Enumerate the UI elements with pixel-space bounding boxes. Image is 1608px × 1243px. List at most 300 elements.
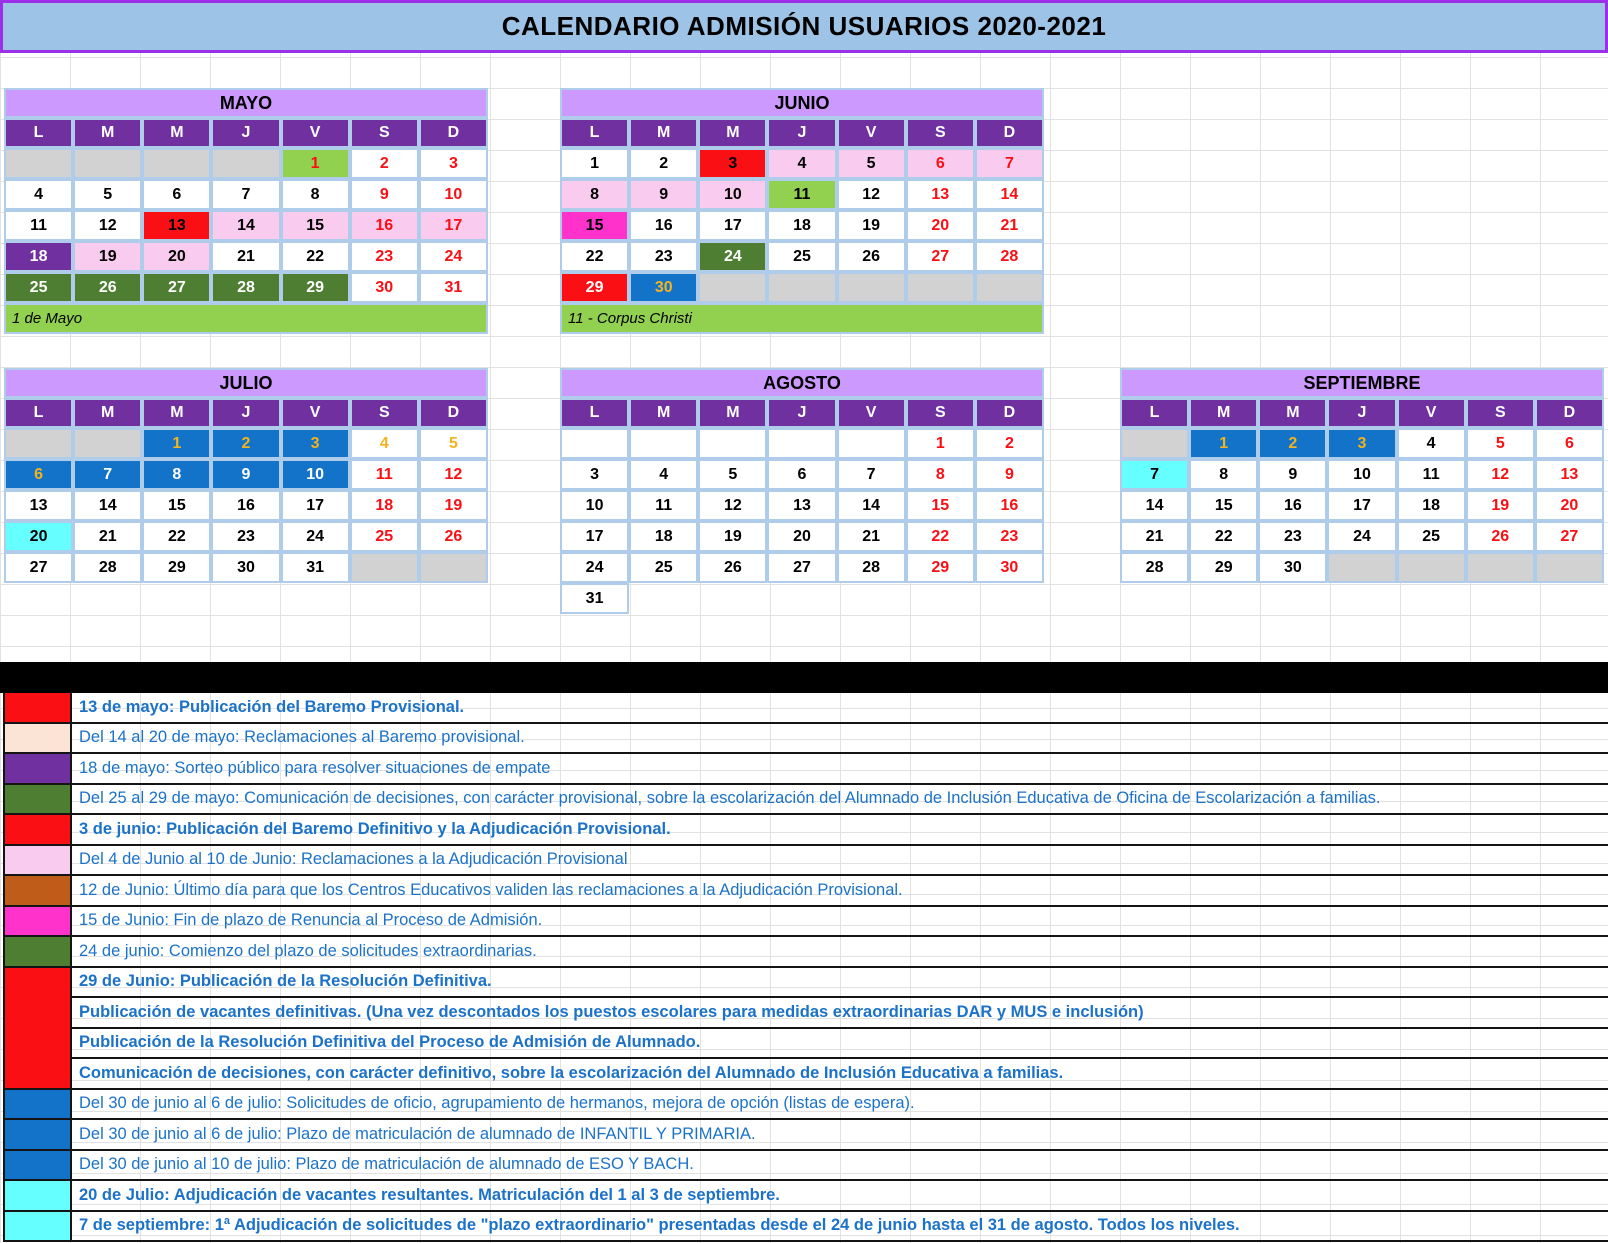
day-cell: 10 xyxy=(698,179,767,210)
day-cell: 10 xyxy=(1327,459,1396,490)
empty-cell xyxy=(73,148,142,179)
empty-cell xyxy=(1535,552,1604,583)
legend-text-column xyxy=(72,937,1608,966)
day-cell: 2 xyxy=(629,148,698,179)
day-cell: 27 xyxy=(1535,521,1604,552)
page-title: CALENDARIO ADMISIÓN USUARIOS 2020-2021 xyxy=(0,0,1608,53)
legend-entry: Del 14 al 20 de mayo: Reclamaciones al Baremo provisional. xyxy=(79,728,525,747)
legend-entry: 13 de mayo: Publicación del Baremo Provisional. xyxy=(79,697,465,716)
weekday-header: M xyxy=(698,118,767,148)
week-row xyxy=(4,148,488,179)
day-cell: 2 xyxy=(975,428,1044,459)
day-cell: 14 xyxy=(211,210,280,241)
day-cell: 24 xyxy=(419,241,488,272)
day-cell: 2 xyxy=(211,428,280,459)
day-cell: 16 xyxy=(629,210,698,241)
empty-cell xyxy=(767,428,836,459)
empty-cell xyxy=(767,272,836,303)
legend-color-swatch xyxy=(3,1090,72,1119)
week-row xyxy=(560,552,1044,583)
day-cell: 24 xyxy=(281,521,350,552)
day-cell: 16 xyxy=(975,490,1044,521)
empty-cell xyxy=(142,148,211,179)
empty-cell xyxy=(350,552,419,583)
day-cell: 21 xyxy=(975,210,1044,241)
legend-color-swatch xyxy=(3,1212,72,1241)
empty-cell xyxy=(1397,552,1466,583)
legend-text-column xyxy=(72,1181,1608,1210)
day-cell: 4 xyxy=(1397,428,1466,459)
day-cell: 7 xyxy=(1120,459,1189,490)
weekday-header: S xyxy=(350,398,419,428)
weekday-header: L xyxy=(4,398,73,428)
day-cell: 11 xyxy=(350,459,419,490)
day-cell: 25 xyxy=(350,521,419,552)
legend-text-column xyxy=(72,1151,1608,1180)
day-cell: 3 xyxy=(419,148,488,179)
day-cell: 3 xyxy=(698,148,767,179)
weekday-header: V xyxy=(837,398,906,428)
day-cell: 30 xyxy=(629,272,698,303)
calendar-agosto xyxy=(560,368,1044,614)
day-cell: 22 xyxy=(560,241,629,272)
legend-group xyxy=(3,785,1608,816)
day-cell: 6 xyxy=(906,148,975,179)
day-cell: 19 xyxy=(698,521,767,552)
legend-entry: Publicación de la Resolución Definitiva del Proceso de Admisión de Alumnado. xyxy=(72,1027,1608,1058)
day-cell: 1 xyxy=(142,428,211,459)
weekday-header: J xyxy=(767,398,836,428)
day-cell: 5 xyxy=(698,459,767,490)
weekday-header: L xyxy=(4,118,73,148)
legend-color-swatch xyxy=(3,876,72,905)
day-cell: 30 xyxy=(211,552,280,583)
legend-entry: 18 de mayo: Sorteo público para resolver situaciones de empate xyxy=(79,758,551,777)
legend-entry: Publicación de vacantes definitivas. (Una vez descontados los puestos escolares para medidas extraordinarias DAR y MUS e inclusión) xyxy=(72,996,1608,1027)
day-cell: 12 xyxy=(419,459,488,490)
day-cell: 9 xyxy=(350,179,419,210)
week-row xyxy=(4,241,488,272)
day-cell: 20 xyxy=(906,210,975,241)
day-cell: 11 xyxy=(767,179,836,210)
day-cell: 7 xyxy=(975,148,1044,179)
weekday-header-row xyxy=(560,118,1044,148)
day-cell: 3 xyxy=(1327,428,1396,459)
legend-text-column xyxy=(72,724,1608,753)
day-cell: 13 xyxy=(906,179,975,210)
day-cell: 4 xyxy=(629,459,698,490)
day-cell: 19 xyxy=(1466,490,1535,521)
day-cell: 10 xyxy=(281,459,350,490)
week-row xyxy=(560,272,1044,303)
legend-color-swatch xyxy=(3,937,72,966)
day-cell: 21 xyxy=(837,521,906,552)
weekday-header: M xyxy=(142,118,211,148)
weekday-header: D xyxy=(419,398,488,428)
legend-text-column xyxy=(72,754,1608,783)
day-cell: 27 xyxy=(4,552,73,583)
day-cell: 1 xyxy=(906,428,975,459)
empty-cell xyxy=(698,583,767,614)
day-cell: 30 xyxy=(975,552,1044,583)
week-row xyxy=(1120,459,1604,490)
week-row xyxy=(560,490,1044,521)
day-cell: 6 xyxy=(767,459,836,490)
day-cell: 18 xyxy=(350,490,419,521)
day-cell: 26 xyxy=(698,552,767,583)
day-cell: 8 xyxy=(281,179,350,210)
legend-group xyxy=(3,968,1608,1090)
day-cell: 10 xyxy=(560,490,629,521)
day-cell: 15 xyxy=(1189,490,1258,521)
day-cell: 6 xyxy=(4,459,73,490)
day-cell: 17 xyxy=(1327,490,1396,521)
empty-cell xyxy=(698,428,767,459)
week-row xyxy=(4,459,488,490)
day-cell: 9 xyxy=(629,179,698,210)
empty-cell xyxy=(837,272,906,303)
weekday-header: V xyxy=(1397,398,1466,428)
legend-text-column xyxy=(72,785,1608,814)
legend-header-bar xyxy=(0,662,1608,693)
weekday-header: V xyxy=(281,118,350,148)
day-cell: 22 xyxy=(906,521,975,552)
day-cell: 30 xyxy=(1258,552,1327,583)
day-cell: 23 xyxy=(350,241,419,272)
empty-cell xyxy=(975,272,1044,303)
legend-color-swatch xyxy=(3,724,72,753)
weekday-header: S xyxy=(906,398,975,428)
legend-group xyxy=(3,937,1608,968)
day-cell: 5 xyxy=(73,179,142,210)
day-cell: 27 xyxy=(142,272,211,303)
weekday-header: M xyxy=(1189,398,1258,428)
day-cell: 22 xyxy=(281,241,350,272)
legend-entry: 24 de junio: Comienzo del plazo de solicitudes extraordinarias. xyxy=(79,941,537,960)
day-cell: 29 xyxy=(1189,552,1258,583)
legend-group xyxy=(3,1181,1608,1212)
legend-color-swatch xyxy=(3,907,72,936)
day-cell: 25 xyxy=(1397,521,1466,552)
legend-color-swatch xyxy=(3,846,72,875)
day-cell: 10 xyxy=(419,179,488,210)
day-cell: 19 xyxy=(73,241,142,272)
day-cell: 18 xyxy=(4,241,73,272)
day-cell: 27 xyxy=(767,552,836,583)
day-cell: 6 xyxy=(142,179,211,210)
legend-group xyxy=(3,907,1608,938)
day-cell: 5 xyxy=(1466,428,1535,459)
day-cell: 13 xyxy=(4,490,73,521)
day-cell: 24 xyxy=(560,552,629,583)
day-cell: 20 xyxy=(4,521,73,552)
weekday-header-row xyxy=(560,398,1044,428)
day-cell: 12 xyxy=(73,210,142,241)
day-cell: 14 xyxy=(73,490,142,521)
day-cell: 8 xyxy=(142,459,211,490)
day-cell: 20 xyxy=(142,241,211,272)
week-row xyxy=(560,241,1044,272)
legend-entry: 12 de Junio: Último día para que los Centros Educativos validen las reclamaciones a la Adjudicación Provisional. xyxy=(79,880,903,899)
week-row xyxy=(1120,428,1604,459)
weekday-header: S xyxy=(350,118,419,148)
month-title: JUNIO xyxy=(560,88,1044,118)
week-row xyxy=(4,272,488,303)
weekday-header: D xyxy=(975,118,1044,148)
legend-entry: Del 25 al 29 de mayo: Comunicación de decisiones, con carácter provisional, sobre la escolarización del Alumnado de Inclusión Educativa de Oficina de Escolarización a familias. xyxy=(79,789,1381,808)
calendar-junio xyxy=(560,88,1044,334)
legend-entry: Del 30 de junio al 6 de julio: Solicitudes de oficio, agrupamiento de hermanos, mejora de opción (listas de espera). xyxy=(79,1094,915,1113)
day-cell: 26 xyxy=(419,521,488,552)
legend-text-column xyxy=(72,1090,1608,1119)
empty-cell xyxy=(419,552,488,583)
weekday-header: J xyxy=(211,398,280,428)
day-cell: 23 xyxy=(1258,521,1327,552)
legend-entry: Del 4 de Junio al 10 de Junio: Reclamaciones a la Adjudicación Provisional xyxy=(79,850,628,869)
day-cell: 28 xyxy=(211,272,280,303)
legend-color-swatch xyxy=(3,1120,72,1149)
day-cell: 14 xyxy=(1120,490,1189,521)
weekday-header: M xyxy=(73,118,142,148)
week-row xyxy=(560,428,1044,459)
day-cell: 19 xyxy=(837,210,906,241)
day-cell: 15 xyxy=(906,490,975,521)
day-cell: 2 xyxy=(350,148,419,179)
day-cell: 13 xyxy=(1535,459,1604,490)
week-row xyxy=(560,179,1044,210)
legend-group xyxy=(3,724,1608,755)
empty-cell xyxy=(1466,552,1535,583)
day-cell: 29 xyxy=(281,272,350,303)
legend-group xyxy=(3,1090,1608,1121)
legend-group xyxy=(3,1120,1608,1151)
week-row xyxy=(4,521,488,552)
day-cell: 24 xyxy=(698,241,767,272)
legend-group xyxy=(3,1151,1608,1182)
day-cell: 18 xyxy=(629,521,698,552)
day-cell: 20 xyxy=(1535,490,1604,521)
week-row xyxy=(4,490,488,521)
day-cell: 31 xyxy=(281,552,350,583)
day-cell: 28 xyxy=(975,241,1044,272)
weekday-header-row xyxy=(1120,398,1604,428)
legend-group xyxy=(3,693,1608,724)
day-cell: 29 xyxy=(142,552,211,583)
month-title: JULIO xyxy=(4,368,488,398)
day-cell: 11 xyxy=(4,210,73,241)
day-cell: 26 xyxy=(837,241,906,272)
weekday-header: L xyxy=(1120,398,1189,428)
weekday-header-row xyxy=(4,118,488,148)
legend-entry: Del 30 de junio al 6 de julio: Plazo de matriculación de alumnado de INFANTIL Y PRIMARIA. xyxy=(79,1124,756,1143)
day-cell: 18 xyxy=(767,210,836,241)
weekday-header: M xyxy=(1258,398,1327,428)
day-cell: 8 xyxy=(560,179,629,210)
day-cell: 13 xyxy=(142,210,211,241)
day-cell: 25 xyxy=(767,241,836,272)
day-cell: 22 xyxy=(142,521,211,552)
legend-group xyxy=(3,1212,1608,1243)
legend-text-column xyxy=(72,1120,1608,1149)
week-row xyxy=(4,210,488,241)
legend-color-swatch xyxy=(3,968,72,1088)
weekday-header: V xyxy=(281,398,350,428)
day-cell: 4 xyxy=(4,179,73,210)
calendar-mayo xyxy=(4,88,488,334)
weekday-header: D xyxy=(975,398,1044,428)
legend-text-column xyxy=(72,1212,1608,1241)
day-cell: 16 xyxy=(1258,490,1327,521)
day-cell: 11 xyxy=(1397,459,1466,490)
day-cell: 1 xyxy=(1189,428,1258,459)
day-cell: 9 xyxy=(1258,459,1327,490)
day-cell: 5 xyxy=(419,428,488,459)
empty-cell xyxy=(1120,428,1189,459)
day-cell: 8 xyxy=(906,459,975,490)
month-title: SEPTIEMBRE xyxy=(1120,368,1604,398)
legend-color-swatch xyxy=(3,1151,72,1180)
day-cell: 21 xyxy=(73,521,142,552)
legend-entry: 20 de Julio: Adjudicación de vacantes resultantes. Matriculación del 1 al 3 de septiembre. xyxy=(79,1185,780,1204)
day-cell: 15 xyxy=(281,210,350,241)
week-row xyxy=(1120,552,1604,583)
weekday-header: M xyxy=(629,398,698,428)
day-cell: 26 xyxy=(1466,521,1535,552)
day-cell: 15 xyxy=(142,490,211,521)
day-cell: 6 xyxy=(1535,428,1604,459)
day-cell: 9 xyxy=(975,459,1044,490)
week-row xyxy=(560,583,1044,614)
day-cell: 3 xyxy=(281,428,350,459)
legend-color-swatch xyxy=(3,785,72,814)
day-cell: 7 xyxy=(211,179,280,210)
month-title: MAYO xyxy=(4,88,488,118)
weekday-header: M xyxy=(142,398,211,428)
day-cell: 28 xyxy=(73,552,142,583)
empty-cell xyxy=(767,583,836,614)
day-cell: 12 xyxy=(837,179,906,210)
empty-cell xyxy=(906,272,975,303)
day-cell: 23 xyxy=(629,241,698,272)
day-cell: 23 xyxy=(975,521,1044,552)
legend-text-column xyxy=(72,876,1608,905)
day-cell: 16 xyxy=(211,490,280,521)
empty-cell xyxy=(1327,552,1396,583)
legend-color-swatch xyxy=(3,693,72,722)
week-row xyxy=(1120,490,1604,521)
day-cell: 1 xyxy=(281,148,350,179)
day-cell: 16 xyxy=(350,210,419,241)
legend-color-swatch xyxy=(3,1181,72,1210)
empty-cell xyxy=(4,428,73,459)
day-cell: 13 xyxy=(767,490,836,521)
week-row xyxy=(4,179,488,210)
day-cell: 18 xyxy=(1397,490,1466,521)
day-cell: 5 xyxy=(837,148,906,179)
weekday-header: J xyxy=(211,118,280,148)
day-cell: 28 xyxy=(1120,552,1189,583)
day-cell: 17 xyxy=(281,490,350,521)
legend-text-column xyxy=(72,907,1608,936)
empty-cell xyxy=(837,428,906,459)
day-cell: 12 xyxy=(1466,459,1535,490)
legend-entry: 7 de septiembre: 1ª Adjudicación de solicitudes de "plazo extraordinario" presentadas desde el 24 de junio hasta el 31 de agosto. Todos los niveles. xyxy=(79,1216,1240,1235)
legend-color-swatch xyxy=(3,815,72,844)
legend-entry: 29 de Junio: Publicación de la Resolución Definitiva. xyxy=(79,972,492,991)
day-cell: 17 xyxy=(698,210,767,241)
day-cell: 17 xyxy=(419,210,488,241)
week-row xyxy=(4,428,488,459)
legend-entry: Comunicación de decisiones, con carácter definitivo, sobre la escolarización del Alumnado de Inclusión Educativa a familias. xyxy=(72,1057,1608,1088)
month-title: AGOSTO xyxy=(560,368,1044,398)
empty-cell xyxy=(73,428,142,459)
empty-cell xyxy=(698,272,767,303)
calendar-julio xyxy=(4,368,488,583)
day-cell: 4 xyxy=(350,428,419,459)
weekday-header: V xyxy=(837,118,906,148)
day-cell: 4 xyxy=(767,148,836,179)
day-cell: 20 xyxy=(767,521,836,552)
legend-color-swatch xyxy=(3,754,72,783)
weekday-header: J xyxy=(767,118,836,148)
weekday-header: D xyxy=(1535,398,1604,428)
day-cell: 27 xyxy=(906,241,975,272)
empty-cell xyxy=(906,583,975,614)
day-cell: 14 xyxy=(975,179,1044,210)
day-cell: 7 xyxy=(837,459,906,490)
day-cell: 22 xyxy=(1189,521,1258,552)
legend-entry: 15 de Junio: Fin de plazo de Renuncia al Proceso de Admisión. xyxy=(79,911,543,930)
day-cell: 25 xyxy=(4,272,73,303)
week-row xyxy=(560,459,1044,490)
legend-group xyxy=(3,846,1608,877)
legend xyxy=(3,693,1608,1242)
day-cell: 2 xyxy=(1258,428,1327,459)
day-cell: 3 xyxy=(560,459,629,490)
weekday-header: S xyxy=(906,118,975,148)
legend-group xyxy=(3,754,1608,785)
week-row xyxy=(560,210,1044,241)
weekday-header: L xyxy=(560,398,629,428)
day-cell: 15 xyxy=(560,210,629,241)
weekday-header: J xyxy=(1327,398,1396,428)
day-cell: 29 xyxy=(906,552,975,583)
empty-cell xyxy=(629,428,698,459)
empty-cell xyxy=(837,583,906,614)
day-cell: 7 xyxy=(73,459,142,490)
empty-cell xyxy=(975,583,1044,614)
day-cell: 1 xyxy=(560,148,629,179)
day-cell: 30 xyxy=(350,272,419,303)
day-cell: 11 xyxy=(629,490,698,521)
empty-cell xyxy=(4,148,73,179)
legend-group xyxy=(3,876,1608,907)
legend-entry: Del 30 de junio al 10 de julio: Plazo de matriculación de alumnado de ESO Y BACH. xyxy=(79,1155,694,1174)
day-cell: 19 xyxy=(419,490,488,521)
week-row xyxy=(560,148,1044,179)
day-cell: 31 xyxy=(560,583,629,614)
legend-text-column xyxy=(72,846,1608,875)
day-cell: 24 xyxy=(1327,521,1396,552)
day-cell: 9 xyxy=(211,459,280,490)
weekday-header-row xyxy=(4,398,488,428)
day-cell: 21 xyxy=(1120,521,1189,552)
weekday-header: M xyxy=(629,118,698,148)
month-holiday-note: 11 - Corpus Christi xyxy=(560,303,1044,334)
day-cell: 17 xyxy=(560,521,629,552)
calendar-septiembre xyxy=(1120,368,1604,583)
day-cell: 14 xyxy=(837,490,906,521)
